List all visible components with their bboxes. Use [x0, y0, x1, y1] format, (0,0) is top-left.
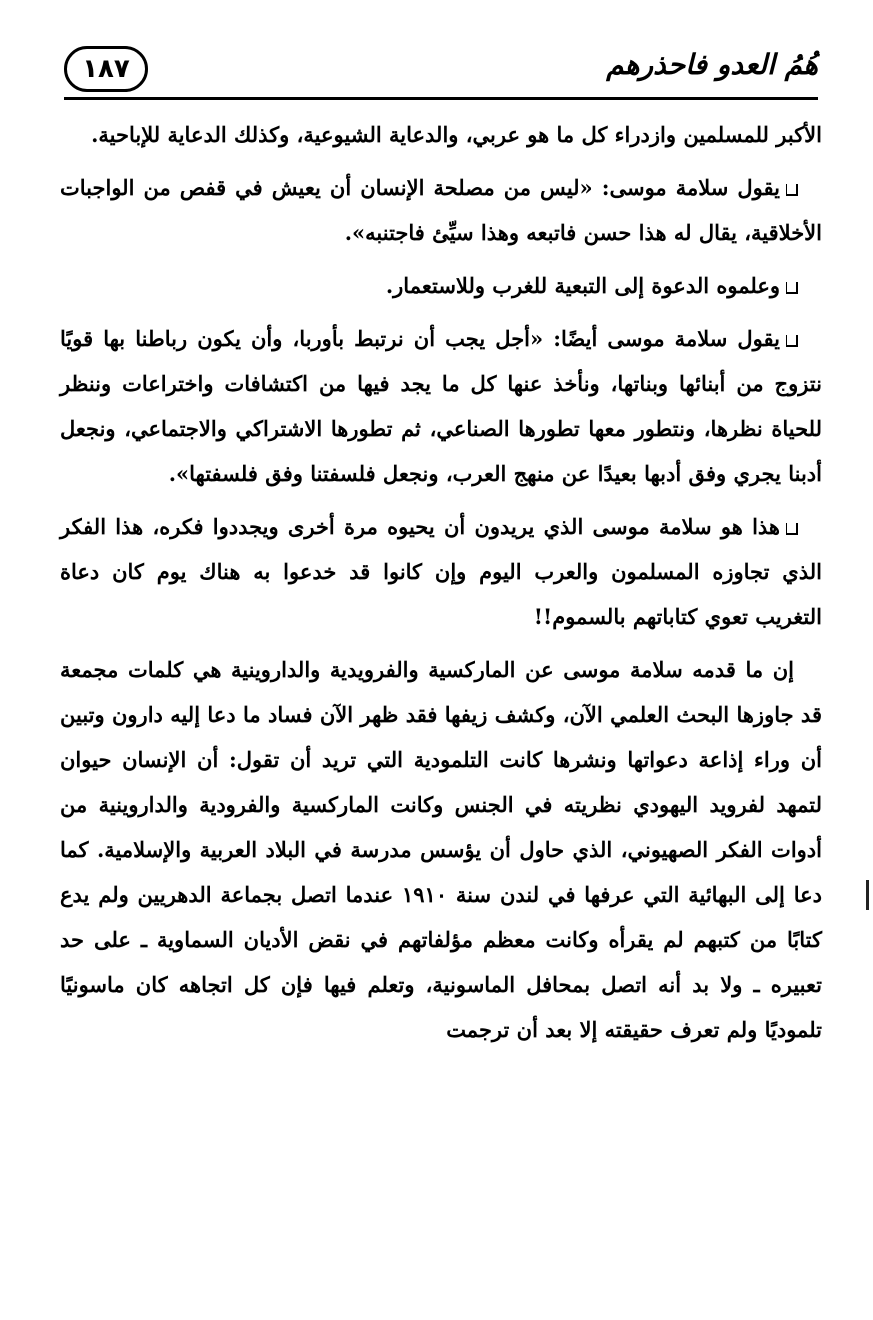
bullet-paragraph [60, 165, 822, 255]
paragraph-text: هذا هو سلامة موسى الذي يريدون أن يحيوه مرة أخرى ويجددوا فكره، هذا الفكر الذي تجاوزه المسلمون والعرب اليوم وإن كانوا قد خدعوا به هناك يوم كان دعاة التغريب تعوي كتاباتهم بالسموم!! [60, 514, 822, 629]
bullet-paragraph [60, 263, 822, 308]
paragraph-text: الأكبر للمسلمين وازدراء كل ما هو عربي، والدعاية الشيوعية، وكذلك الدعاية للإباحية. [91, 122, 822, 147]
bullet-paragraph [60, 316, 822, 496]
running-title: هُمُ العدو فاحذرهم [606, 48, 818, 81]
scan-edge-mark [866, 880, 869, 910]
paragraph-text: يقول سلامة موسى أيضًا: «أجل يجب أن نرتبط بأوربا، وأن يكون رباطنا بها قويًا نتزوج من أبنائها وبناتها، ونأخذ عنها كل ما يجد فيها من اكتشافات واختراعات وننظر للحياة نظرها، ونتطور معها تطورها الصناعي، ثم تطورها الاشتراكي والاجتماعي، ونجعل أدبنا يجري وفق أدبها بعيدًا عن منهج العرب، ونجعل فلسفتنا وفق فلسفتها». [60, 326, 822, 486]
paragraph [60, 112, 822, 157]
paragraph-text: وعلموه الدعوة إلى التبعية للغرب وللاستعمار. [385, 273, 780, 298]
page-number-text: ١٨٧ [82, 54, 130, 84]
body-text [60, 112, 822, 1052]
paragraph [60, 647, 822, 1052]
page-number [64, 46, 148, 92]
square-bullet-icon [786, 335, 798, 347]
header-rule [64, 97, 818, 100]
square-bullet-icon [786, 184, 798, 196]
square-bullet-icon [786, 523, 798, 535]
bullet-paragraph [60, 504, 822, 639]
paragraph-text: يقول سلامة موسى: «ليس من مصلحة الإنسان أن يعيش في قفص من الواجبات الأخلاقية، يقال له هذا حسن فاتبعه وهذا سيِّئ فاجتنبه». [60, 175, 822, 245]
page-header [64, 42, 818, 102]
square-bullet-icon [786, 282, 798, 294]
paragraph-text: إن ما قدمه سلامة موسى عن الماركسية والفرويدية والداروينية هي كلمات مجمعة قد جاوزها البحث العلمي الآن، وكشف زيفها فقد ظهر الآن فساد ما دعا إليه دارون وتبين أن وراء إذاعة دعواتها ونشرها كانت التلمودية التي تريد أن تقول: أن الإنسان حيوان لتمهد لفرويد اليهودي نظريته في الجنس وكانت الماركسية والفرودية والداروينية من أدوات الفكر الصهيوني، الذي حاول أن يؤسس مدرسة في البلاد العربية والإسلامية. كما دعا إلى البهائية التي عرفها في لندن سنة ١٩١٠ عندما اتصل بجماعة الدهريين ولم يدع كتابًا من كتبهم لم يقرأه وكانت معظم مؤلفاتهم في نقض الأديان السماوية ـ على حد تعبيره ـ ولا بد أنه اتصل بمحافل الماسونية، وتعلم فيها فإن كل اتجاهه كان ماسونيًا تلموديًا ولم تعرف حقيقته إلا بعد أن ترجمت [60, 657, 822, 1042]
